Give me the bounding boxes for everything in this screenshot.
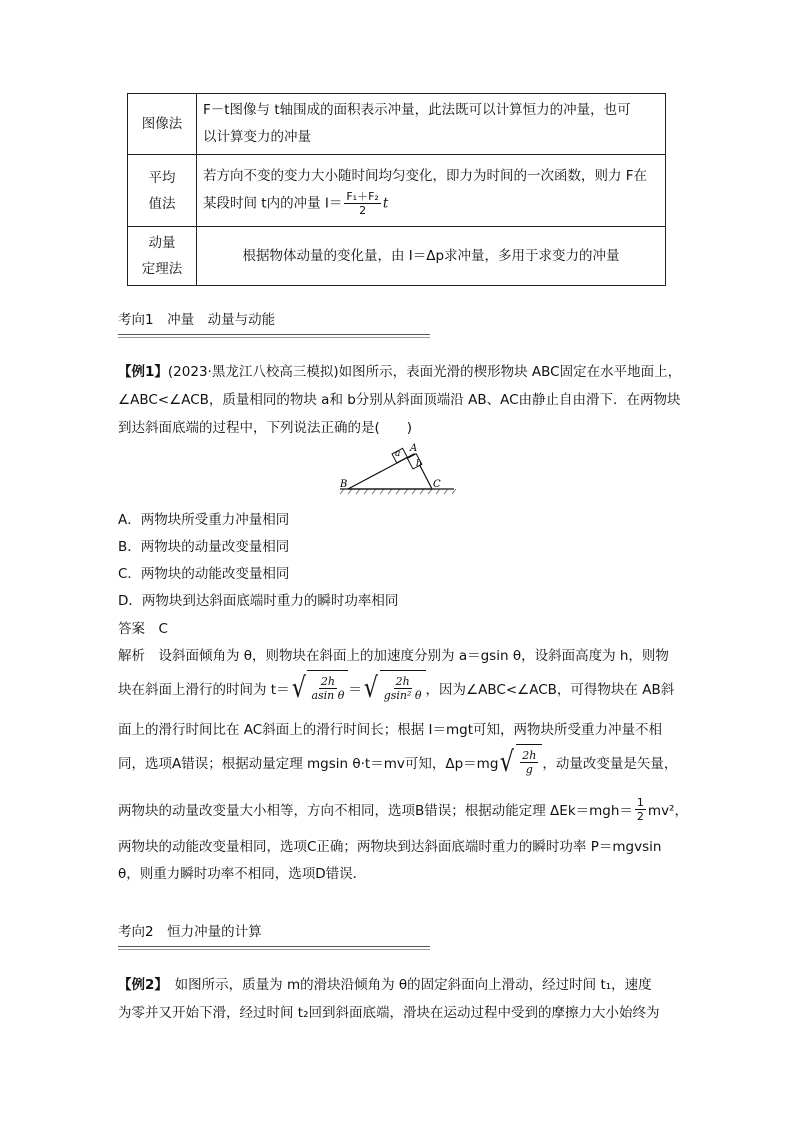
radicand <box>380 670 426 706</box>
analysis-text: ＝ <box>348 682 362 698</box>
method-name-line: 动量 <box>148 235 176 251</box>
method-content: 根据物体动量的变化量，由 I＝Δp求冲量，多用于求变力的冲量 <box>197 227 666 286</box>
fraction-numerator: 2h <box>522 749 537 762</box>
content-text: t <box>382 195 389 212</box>
method-content <box>197 94 666 155</box>
example-line: 到达斜面底端的过程中，下列说法正确的是( ) <box>118 420 413 436</box>
option-b: B．两物块的动量改变量相同 <box>118 539 290 555</box>
example-text: 如图所示，质量为 m的滑块沿倾角为 θ的固定斜面向上滑动，经过时间 t₁，速度 <box>161 977 652 993</box>
radicand <box>307 670 348 706</box>
table-row <box>128 94 666 155</box>
fraction <box>520 749 538 776</box>
analysis-line: 两物块的动能改变量相同，选项C正确；两物块到达斜面底端时重力的瞬时功率 P＝mgvsin <box>118 839 662 855</box>
content-line: 若方向不变的变力大小随时间均匀变化，即力为时间的一次函数，则力 F在 <box>203 168 648 185</box>
example-text: (2023·黑龙江八校高三模拟)如图所示，表面光滑的楔形物块 ABC固定在水平地面上， <box>167 364 682 380</box>
method-name-line: 值法 <box>148 195 176 212</box>
label-C: C <box>433 479 441 490</box>
label-B: B <box>340 479 348 490</box>
analysis-text: ，因为∠ABC<∠ACB，可得物块在 AB斜 <box>425 682 675 698</box>
label-b: b <box>416 459 422 469</box>
method-name <box>128 227 197 286</box>
fraction-denominator: 2 <box>636 809 644 823</box>
analysis-text: ，动量改变量是矢量， <box>542 756 678 772</box>
section-heading: 考向1 冲量 动量与动能 <box>118 308 430 335</box>
method-name-line: 平均 <box>148 169 176 186</box>
analysis-line <box>118 742 677 782</box>
fraction <box>311 675 344 702</box>
content-text: 某段时间 t内的冲量 I＝ <box>203 195 343 212</box>
example-line: 为零并又开始下滑，经过时间 t₂回到斜面底端，滑块在运动过程中受到的摩擦力大小始终为 <box>118 1005 660 1021</box>
radical-sign: √ <box>291 671 306 704</box>
sqrt <box>362 670 426 706</box>
option-c: C．两物块的动能改变量相同 <box>118 566 290 582</box>
analysis-line: θ，则重力瞬时功率不相同，选项D错误． <box>118 866 367 882</box>
example-tag: 【例1】 <box>118 364 168 380</box>
option-d: D．两物块到达斜面底端时重力的瞬时功率相同 <box>118 593 399 609</box>
example-line <box>118 360 681 380</box>
table-row <box>128 155 666 227</box>
example-tag: 【例2】 <box>118 977 162 993</box>
table-row <box>128 227 666 286</box>
analysis-line <box>118 794 688 824</box>
fraction-denominator: 2 <box>359 204 367 218</box>
content-line <box>203 190 659 218</box>
fraction <box>635 796 646 823</box>
fraction-denominator: gsin² θ <box>383 689 422 702</box>
fraction-numerator: 2h <box>320 675 335 688</box>
label-a: a <box>395 449 401 459</box>
analysis-line: 面上的滑行时间比在 AC斜面上的滑行时间长；根据 I＝mgt可知，两物块所受重力冲量不相 <box>118 722 663 738</box>
content-line: F－t图像与 t轴围成的面积表示冲量，此法既可以计算恒力的冲量，也可 <box>203 102 631 118</box>
fraction-denominator: g <box>525 763 533 776</box>
fraction <box>384 675 422 702</box>
method-content <box>197 155 666 227</box>
analysis-text: 两物块的动量改变量大小相等，方向不相同，选项B错误；根据动能定理 ΔEk＝mgh＝ <box>118 803 633 819</box>
content-line: 以计算变力的冲量 <box>203 129 311 145</box>
radical-sign: √ <box>500 745 515 778</box>
fraction-numerator: 1 <box>636 795 644 809</box>
fraction-denominator: asin θ <box>311 689 345 702</box>
sqrt <box>290 670 349 706</box>
option-a: A．两物块所受重力冲量相同 <box>118 512 290 528</box>
methods-table <box>127 93 666 286</box>
analysis-line: 解析 设斜面倾角为 θ，则物块在斜面上的加速度分别为 a＝gsin θ，设斜面高度为 h，则物 <box>118 648 669 664</box>
section-heading: 考向2 恒力冲量的计算 <box>118 920 430 947</box>
method-name-line: 定理法 <box>141 261 183 277</box>
example-line: ∠ABC<∠ACB，质量相同的物块 a和 b分别从斜面顶端沿 AB、AC由静止自由滑下．在两物块 <box>118 392 681 408</box>
example-line <box>118 973 652 993</box>
analysis-text: 块在斜面上滑行的时间为 t＝ <box>118 682 290 698</box>
fraction <box>344 190 380 217</box>
method-name: 图像法 <box>128 94 197 155</box>
label-A: A <box>410 443 418 454</box>
wedge-figure <box>336 440 460 496</box>
analysis-line <box>118 668 674 708</box>
sqrt <box>498 744 542 780</box>
analysis-text: 同，选项A错误；根据动量定理 mgsin θ·t＝mv可知，Δp＝mg <box>118 756 499 772</box>
fraction-numerator: 2h <box>395 675 410 688</box>
method-name <box>128 155 197 227</box>
answer: 答案 C <box>118 621 168 637</box>
analysis-text: mv²， <box>647 803 688 819</box>
radical-sign: √ <box>363 671 378 704</box>
radicand <box>516 744 542 780</box>
fraction-numerator: F₁＋F₂ <box>346 190 379 204</box>
